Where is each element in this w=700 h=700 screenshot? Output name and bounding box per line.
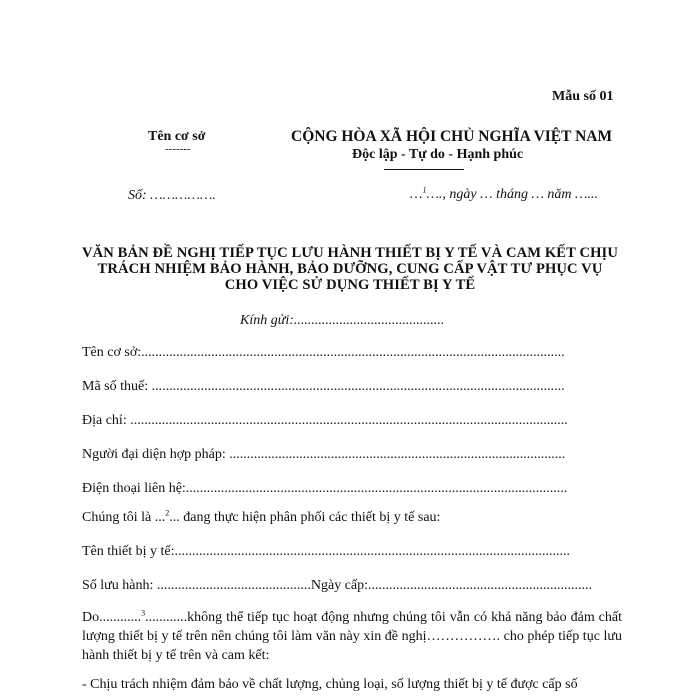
place-prefix: … [410,187,423,202]
paragraph-post: ............không thể tiếp tục hoạt động nhưng chúng tôi vẫn có khả năng bảo đảm chất lượng thiết bị y tế trên nên chúng tôi làm văn này xin đề nghị……………. cho phép tiếp tục lưu hành thiết bị y tế trên và cam kết: [82,610,622,663]
recipient-line: Kính gửi:........................................... [240,313,445,328]
national-title: CỘNG HÒA XÃ HỘI CHỦ NGHĨA VIỆT NAM [291,128,613,145]
footnote-ref-1: 1 [422,185,427,195]
motto-divider [384,169,464,170]
field-distribution [82,510,440,526]
document-title: VĂN BẢN ĐỀ NGHỊ TIẾP TỤC LƯU HÀNH THIẾT BỊ Y TẾ VÀ CAM KẾT CHỊU TRÁCH NHIỆM BẢO HÀNH, BẢO DƯỠNG, CUNG CẤP VẬT TƯ PHỤC VỤ CHO VIỆC SỬ DỤNG THIẾT BỊ Y TẾ [82,245,618,293]
date-suffix: …., ngày … tháng … năm …... [426,187,598,202]
field-org-name: Tên cơ sở:......................................................................................................................... [82,345,565,360]
paragraph-pre: Do............ [82,610,142,625]
field-phone: Điện thoại liên hệ:............................................................................................................. [82,481,568,496]
commitment-item: - Chịu trách nhiệm đảm bảo về chất lượng, chủng loại, số lượng thiết bị y tế được cấp số [82,677,578,692]
field-registration: Số lưu hành: ............................................Ngày cấp:................................................................ [82,578,593,593]
field-legal-representative: Người đại diện hợp pháp: ................................................................................................ [82,447,566,462]
place-date-line [410,187,598,203]
field-tax-code: Mã số thuế: ...................................................................................................................... [82,379,565,394]
field-address: Địa chỉ: ............................................................................................................................. [82,413,568,428]
distribution-post: ... đang thực hiện phân phối các thiết bị y tế sau: [169,510,441,525]
distribution-pre: Chúng tôi là ... [82,510,166,525]
organization-underline: ------- [165,143,191,155]
document-number: Số: ……………. [128,188,216,203]
footnote-ref-3: 3 [141,608,146,618]
field-device-name: Tên thiết bị y tế:................................................................................................................. [82,544,571,559]
form-code: Mẫu số 01 [552,89,614,104]
footnote-ref-2: 2 [165,508,170,518]
organization-label: Tên cơ sở [148,129,206,144]
request-paragraph [82,608,622,665]
national-motto: Độc lập - Tự do - Hạnh phúc [352,147,524,162]
